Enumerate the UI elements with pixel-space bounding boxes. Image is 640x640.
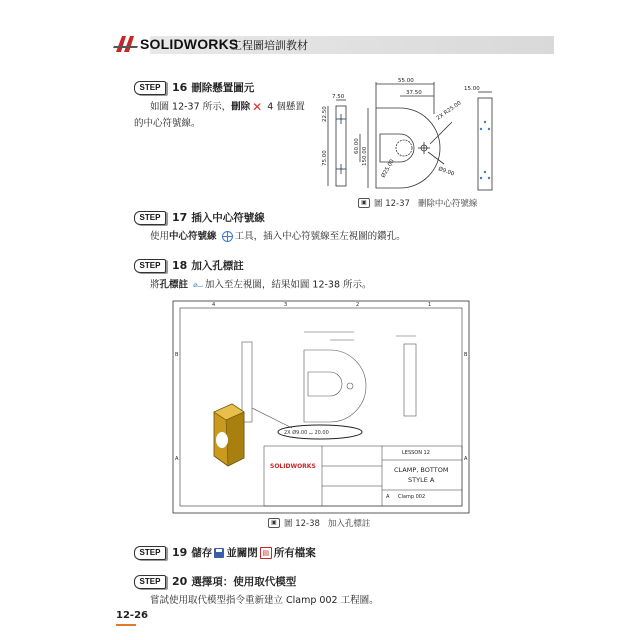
title-block-brand: SOLIDWORKS [270, 463, 316, 470]
caption-number: 圖 12-37 [374, 199, 410, 209]
dim-label: 60.00 [354, 138, 360, 154]
text-run: 加入至左視圖，結果如圖 12-38 所示。 [204, 279, 372, 291]
header-subtitle: 工程圖培訓教材 [231, 39, 308, 52]
step-17-text [150, 229, 406, 245]
title-block-lesson: LESSON 12 [402, 450, 430, 456]
figure-12-38-drawing-sheet [172, 300, 470, 514]
text-bold: 中心符號線 [169, 231, 217, 242]
zone-label: B [464, 352, 468, 358]
title-block-title-line1: CLAMP, BOTTOM [394, 466, 449, 474]
step-badge: STEP [134, 259, 166, 273]
dim-label: Ø9.00 [437, 166, 455, 178]
step-20-text: 嘗試使用取代模型指令重新建立 Clamp 002 工程圖。 [150, 595, 379, 606]
step-number: 16 [172, 81, 188, 94]
dim-label: 37.50 [406, 90, 422, 96]
text-run: 工具，插入中心符號線至左視圖的鑽孔。 [234, 231, 406, 242]
step-16-heading [134, 80, 254, 95]
dim-label: 15.00 [464, 86, 480, 92]
isometric-part-view [214, 404, 244, 466]
caption-text: 刪除中心符號線 [417, 199, 478, 209]
delete-x-icon: ✕ [252, 100, 263, 114]
step-number: 18 [172, 259, 188, 272]
text-run: 的中心符號線。 [134, 117, 201, 129]
step-badge: STEP [134, 546, 166, 560]
zone-label: 4 [212, 302, 216, 308]
text-bold: 孔標註 [159, 279, 189, 291]
text-bold: 刪除 [231, 101, 251, 113]
right-view-bar [478, 98, 492, 190]
zone-label: A [464, 456, 468, 462]
step-number: 17 [172, 211, 188, 224]
step-19-heading [134, 545, 316, 560]
zone-label: 1 [428, 302, 432, 308]
caption-number: 圖 12-38 [284, 519, 320, 529]
solidworks-logo-icon [112, 32, 142, 56]
dim-label: 2X R25.00 [435, 100, 463, 122]
step-title: 儲存 [191, 547, 213, 559]
text-run: 使用 [150, 231, 170, 242]
figure-12-38-caption [268, 517, 370, 529]
hole-callout-text: 2X Ø9.00 ⌴ 20.00 [284, 430, 329, 436]
step-badge: STEP [134, 81, 166, 95]
hole-callout-icon: ⌀⌴ [193, 281, 203, 289]
dim-label: 22.50 [322, 106, 328, 122]
caption-text: 加入孔標註 [327, 519, 371, 529]
figure-12-37-drawing [318, 74, 518, 200]
close-all-icon: ▤ [260, 547, 272, 559]
zone-label: 3 [284, 302, 288, 308]
text-run: 將 [150, 279, 160, 291]
center-mark-icon [222, 231, 233, 242]
page-number-underline [116, 624, 136, 626]
step-16-text [134, 99, 320, 132]
title-block-dwg-no: Clamp 002 [398, 494, 426, 500]
zone-label: 2 [356, 302, 360, 308]
dim-label: 75.00 [322, 150, 328, 166]
step-title: 所有檔案 [273, 547, 316, 559]
dim-label: 7.50 [332, 94, 345, 100]
page-number: 12-26 [116, 610, 148, 621]
figure-12-37-caption [358, 197, 477, 209]
save-icon [214, 548, 224, 558]
step-18-heading [134, 258, 244, 273]
step-number: 19 [172, 546, 188, 559]
step-title: 刪除懸置圖元 [191, 82, 255, 94]
step-title: 並關閉 [226, 547, 258, 559]
figure-icon: ▣ [268, 518, 280, 528]
step-badge: STEP [134, 575, 166, 589]
zone-label: B [175, 352, 179, 358]
step-17-heading [134, 210, 265, 225]
step-number: 20 [172, 575, 188, 588]
step-20-heading [134, 574, 296, 589]
zone-label: A [175, 456, 179, 462]
text-run: 如圖 12-37 所示， [150, 101, 232, 113]
step-badge: STEP [134, 211, 166, 225]
title-block-title-line2: STYLE A [408, 476, 435, 484]
step-18-text [150, 277, 372, 294]
step-title: 選擇項：使用取代模型 [191, 576, 297, 588]
title-block-size: A [386, 494, 390, 500]
brand-name: SOLIDWORKS [140, 36, 239, 52]
dim-label: 150.00 [362, 146, 368, 166]
figure-icon: ▣ [358, 198, 370, 208]
step-title: 加入孔標註 [191, 260, 244, 272]
dim-label: 55.00 [398, 78, 414, 84]
step-title: 插入中心符號線 [191, 212, 265, 224]
dim-label: Ø25.00 [380, 158, 396, 179]
text-run: 4 個懸置 [264, 101, 305, 113]
